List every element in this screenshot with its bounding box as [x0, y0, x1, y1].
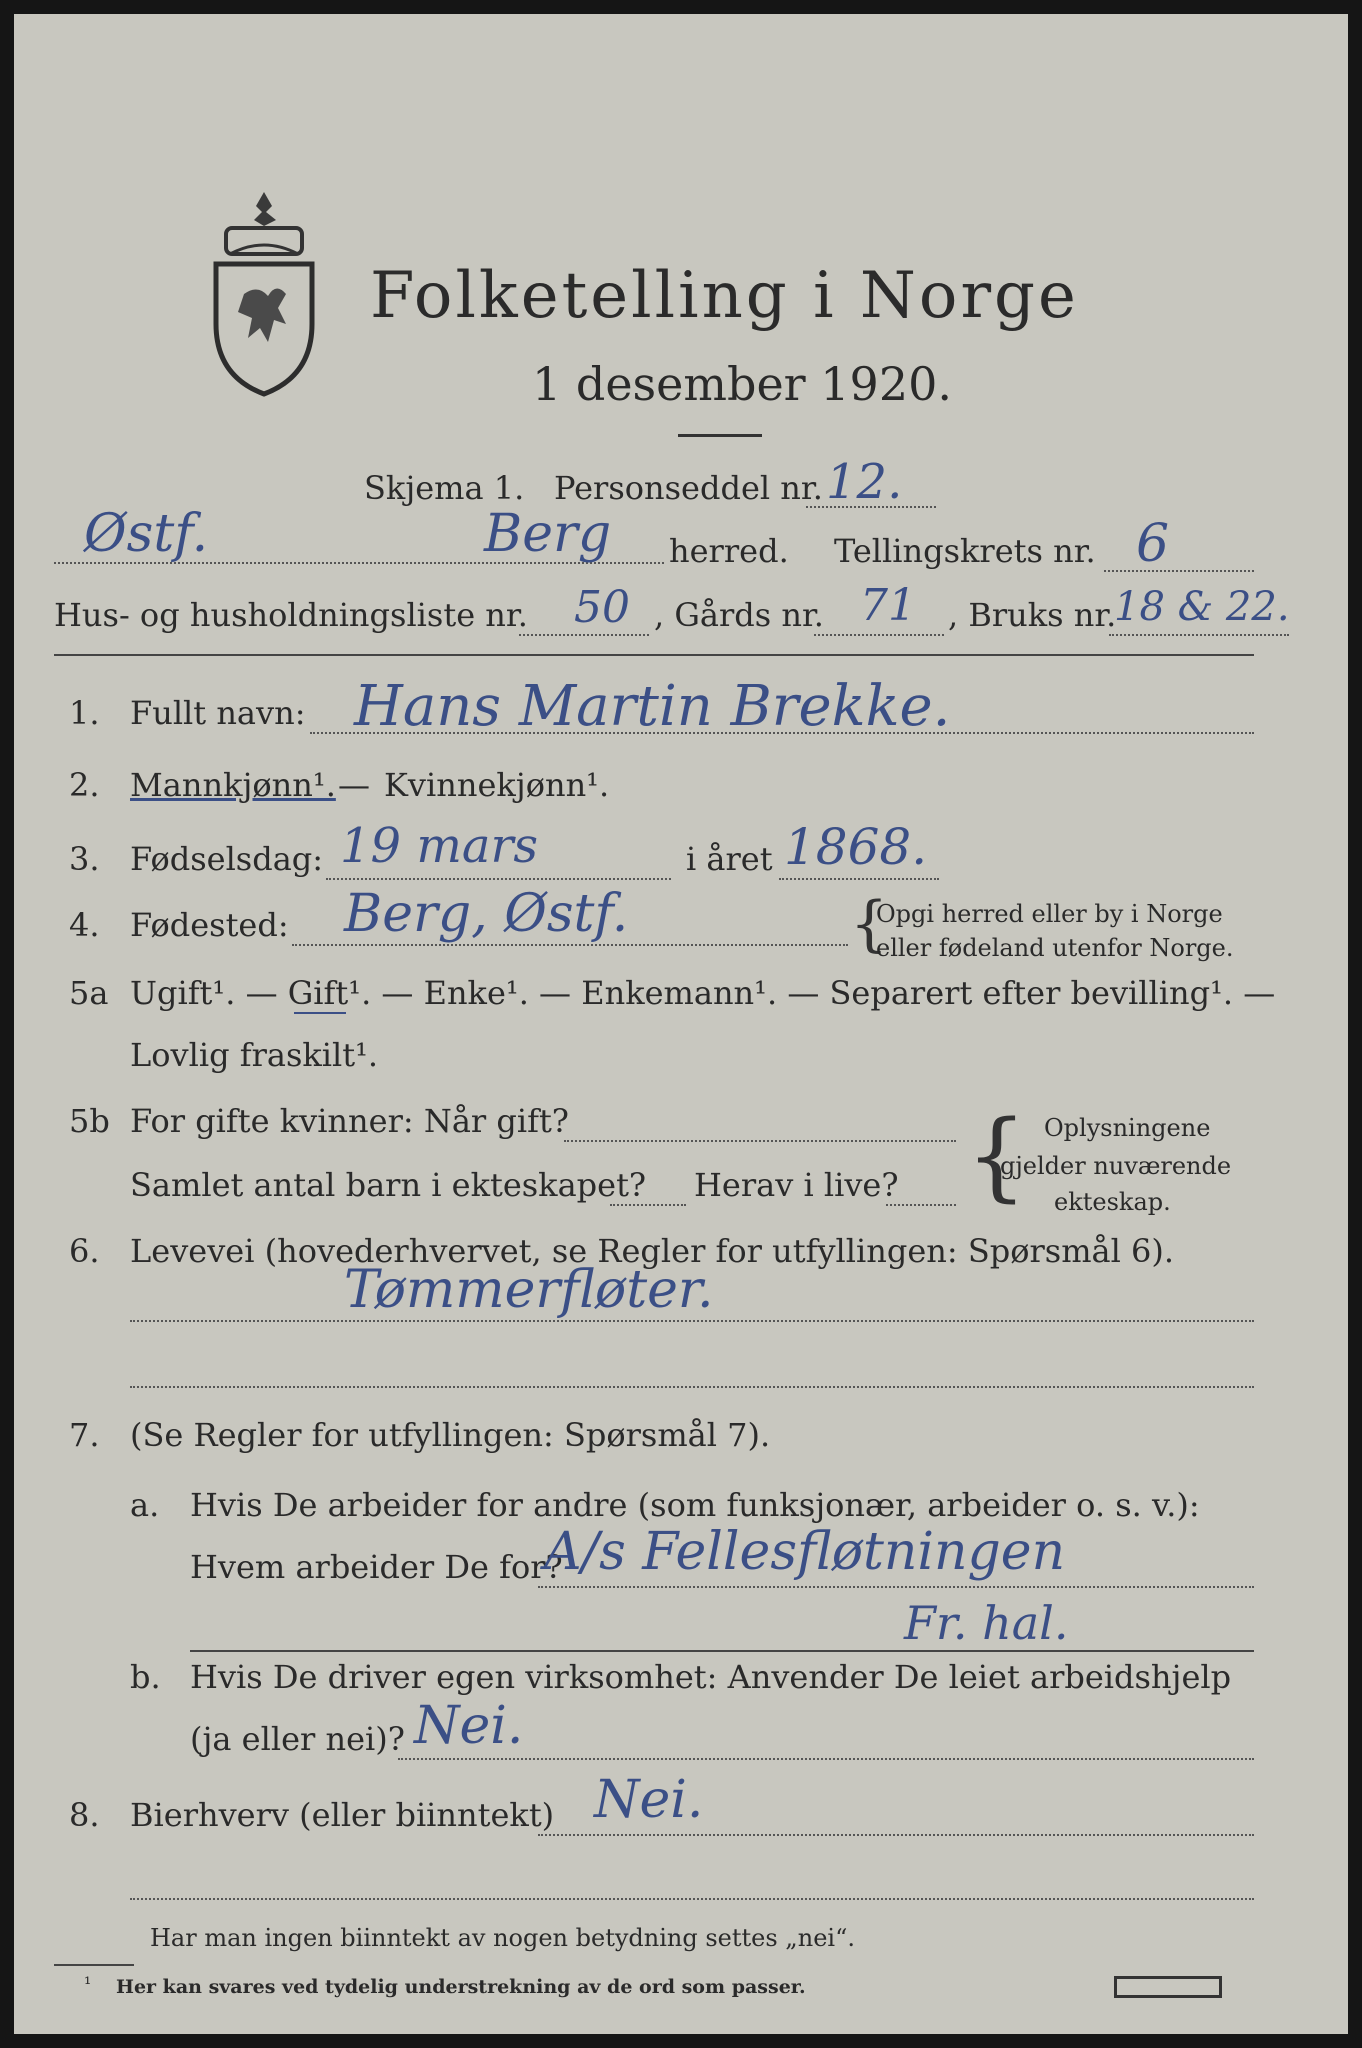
skjema-label: Skjema 1.	[364, 469, 525, 507]
q3-year-line	[779, 878, 939, 880]
tellingskrets-label: Tellingskrets nr.	[834, 532, 1096, 570]
q5b-alive-label: Herav i live?	[694, 1166, 899, 1204]
q4-label: Fødested:	[130, 906, 289, 944]
tellingskrets-value[interactable]: 6	[1136, 514, 1170, 574]
herred-label: herred.	[669, 532, 789, 570]
q7a-number: a.	[130, 1486, 160, 1524]
bruks-line	[1109, 634, 1289, 636]
q6-number: 6.	[69, 1232, 100, 1270]
q1-label: Fullt navn:	[130, 694, 306, 732]
q4-note-1: Opgi herred eller by i Norge	[876, 900, 1223, 928]
personseddel-value[interactable]: 12.	[826, 454, 903, 510]
q5b-married-line	[564, 1140, 956, 1142]
q7a-label-2: Hvem arbeider De for?	[190, 1548, 563, 1586]
q4-number: 4.	[69, 906, 100, 944]
q7a-employer-location[interactable]: Fr. hal.	[904, 1596, 1069, 1650]
herred-value[interactable]: Berg	[484, 504, 612, 564]
q3-label: Fødselsdag:	[130, 840, 324, 878]
q2-separator: —	[338, 766, 370, 804]
gards-label: , Gårds nr.	[654, 596, 824, 634]
gards-line	[814, 634, 944, 636]
q3-birth-year[interactable]: 1868.	[784, 818, 928, 876]
q2-number: 2.	[69, 766, 100, 804]
printer-stamp-icon	[1114, 1976, 1222, 1998]
q7b-line	[398, 1758, 1254, 1760]
q5a-options-2[interactable]: Lovlig fraskilt¹.	[130, 1036, 379, 1074]
q5b-children-line	[610, 1204, 686, 1206]
biinntekt-note: Har man ingen biinntekt av nogen betydning settes „nei“.	[150, 1924, 855, 1952]
q8-label: Bierhverv (eller biinntekt)	[130, 1796, 555, 1834]
q8-line-2	[130, 1898, 1254, 1900]
q8-answer[interactable]: Nei.	[594, 1770, 704, 1830]
q1-number: 1.	[69, 694, 100, 732]
form-title: Folketelling i Norge	[370, 259, 1079, 333]
title-divider	[678, 434, 762, 437]
q3-day-line	[326, 878, 671, 880]
footer-divider	[54, 1964, 134, 1966]
hus-value[interactable]: 50	[574, 582, 630, 633]
census-form	[14, 14, 1348, 2034]
q6-line-1	[130, 1320, 1254, 1322]
personseddel-label: Personseddel nr.	[554, 469, 823, 507]
q5b-number: 5b	[69, 1102, 110, 1140]
county-value[interactable]: Østf.	[84, 504, 209, 564]
q8-line-1	[538, 1834, 1254, 1836]
q5b-note-1: Oplysningene	[1044, 1114, 1211, 1142]
q5a-gift-underline	[294, 1012, 346, 1014]
q7b-answer[interactable]: Nei.	[414, 1696, 524, 1756]
q6-line-2	[130, 1386, 1254, 1388]
q5a-options[interactable]: Ugift¹. — Gift¹. — Enke¹. — Enkemann¹. — Separert efter bevilling¹. —	[130, 974, 1276, 1012]
q5b-married-label: For gifte kvinner: Når gift?	[130, 1102, 569, 1140]
q2-female-option[interactable]: Kvinnekjønn¹.	[384, 766, 610, 804]
q7-label: (Se Regler for utfyllingen: Spørsmål 7).	[130, 1416, 771, 1454]
q5a-number: 5a	[69, 974, 109, 1012]
bruks-value[interactable]: 18 & 22.	[1114, 584, 1290, 630]
q7a-line-2	[190, 1650, 1254, 1652]
q2-male-option[interactable]: Mannkjønn¹.	[130, 766, 336, 804]
census-date: 1 desember 1920.	[532, 357, 952, 411]
footnote-mark: ¹	[84, 1974, 92, 1995]
hus-line	[519, 634, 649, 636]
bruks-label: , Bruks nr.	[948, 596, 1117, 634]
q8-number: 8.	[69, 1796, 100, 1834]
hus-label: Hus- og husholdningsliste nr.	[54, 596, 528, 634]
q6-label: Levevei (hovederhvervet, se Regler for utfyllingen: Spørsmål 6).	[130, 1232, 1175, 1270]
q7a-line-1	[538, 1586, 1254, 1588]
tellingskrets-line	[1104, 570, 1254, 572]
q7a-employer[interactable]: A/s Fellesfløtningen	[544, 1522, 1066, 1582]
q5b-note-2: gjelder nuværende	[1000, 1152, 1232, 1180]
q5b-alive-line	[886, 1204, 956, 1206]
header-divider	[54, 654, 1254, 656]
q4-birthplace[interactable]: Berg, Østf.	[344, 884, 629, 944]
footnote-text: Her kan svares ved tydelig understrekning av de ord som passer.	[116, 1976, 806, 1998]
q5b-note-3: ekteskap.	[1054, 1188, 1171, 1216]
q3-number: 3.	[69, 840, 100, 878]
q7b-label-2: (ja eller nei)?	[190, 1720, 405, 1758]
q5b-brace: {	[966, 1100, 1028, 1212]
coat-of-arms-icon	[204, 184, 324, 404]
q5b-children-label: Samlet antal barn i ekteskapet?	[130, 1166, 647, 1204]
q4-note-2: eller fødeland utenfor Norge.	[876, 934, 1234, 962]
q1-full-name[interactable]: Hans Martin Brekke.	[354, 674, 951, 739]
q3-year-label: i året	[686, 840, 773, 878]
q4-line	[292, 944, 848, 946]
gards-value[interactable]: 71	[860, 580, 916, 631]
q3-birthdate[interactable]: 19 mars	[340, 818, 539, 874]
q7a-label: Hvis De arbeider for andre (som funksjonær, arbeider o. s. v.):	[190, 1486, 1200, 1524]
q4-brace: {	[850, 889, 889, 959]
q7-number: 7.	[69, 1416, 100, 1454]
q6-occupation[interactable]: Tømmerfløter.	[344, 1260, 714, 1320]
q7b-label: Hvis De driver egen virksomhet: Anvender De leiet arbeidshjelp	[190, 1658, 1232, 1696]
q7b-number: b.	[130, 1658, 161, 1696]
